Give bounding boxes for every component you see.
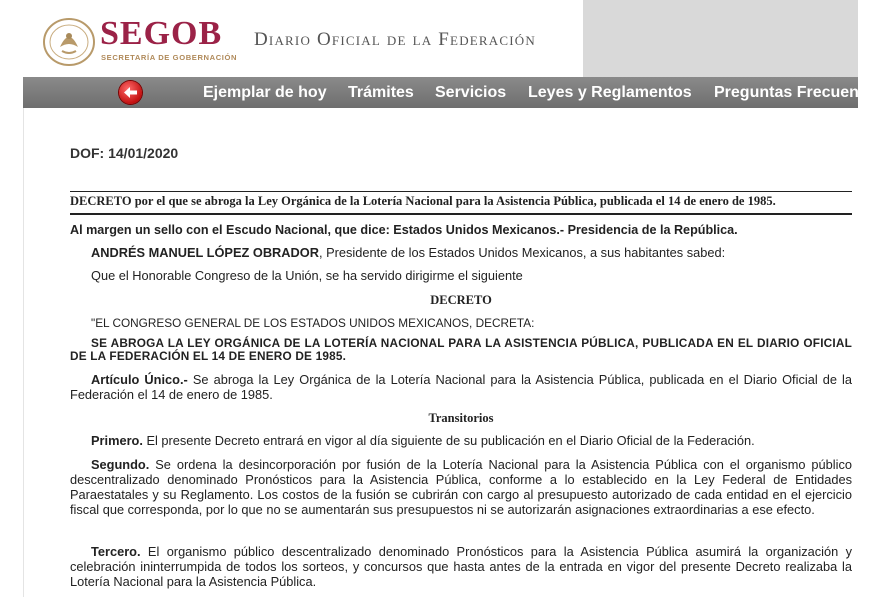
president-name: ANDRÉS MANUEL LÓPEZ OBRADOR: [91, 245, 319, 260]
left-margin: [0, 108, 24, 597]
transitorio-tercero: [70, 544, 852, 589]
primero-text: El presente Decreto entrará en vigor al día siguiente de su publicación en el Diario Oficial de la Federación.: [142, 433, 755, 448]
congress-decree: "EL CONGRESO GENERAL DE LOS ESTADOS UNIDOS MEXICANOS, DECRETA:: [91, 316, 535, 330]
abroga-statement: SE ABROGA LA LEY ORGÁNICA DE LA LOTERÍA NACIONAL PARA LA ASISTENCIA PÚBLICA, PUBLICADA EN EL DIARIO OFICIAL DE LA FEDERACIÓN EL 14 DE ENERO DE 1985.: [70, 336, 852, 363]
segundo-text: Se ordena la desincorporación por fusión de la Lotería Nacional para la Asistencia Pública con el organismo público descentralizado denominado Pronósticos para la Asistencia Pública, conforme a lo establecido en la Ley Federal de Entidades Paraestatales y su Reglamento. Los costos de la fusión se cubrirán con cargo al presupuesto autorizado de cada entidad en el ejercicio fiscal que corresponda, por lo que no se aumentarán sus presupuestos ni se autorizarán asignaciones extraordinarias a ese efecto.: [70, 457, 852, 517]
seal-note: Al margen un sello con el Escudo Nacional, que dice: Estados Unidos Mexicanos.- Presidencia de la República.: [70, 223, 738, 237]
decree-title: DECRETO por el que se abroga la Ley Orgánica de la Lotería Nacional para la Asistencia Pública, publicada el 14 de enero de 1985.: [70, 191, 852, 215]
articulo-unico: [70, 372, 852, 402]
president-paragraph: [91, 245, 853, 260]
dof-date: DOF: 14/01/2020: [70, 145, 179, 161]
president-rest: , Presidente de los Estados Unidos Mexicanos, a sus habitantes sabed:: [318, 245, 726, 260]
nav-servicios[interactable]: Servicios: [435, 84, 507, 101]
national-seal-icon: [42, 17, 96, 67]
decreto-heading: DECRETO: [430, 293, 492, 307]
nav-leyes-y-reglamentos[interactable]: Leyes y Reglamentos: [528, 84, 692, 101]
site-header: [0, 0, 858, 77]
transitorio-segundo: [70, 457, 852, 517]
transitorio-primero: [91, 433, 853, 448]
articulo-label: Artículo Único.-: [91, 372, 188, 387]
congress-line: Que el Honorable Congreso de la Unión, se ha servido dirigirme el siguiente: [91, 268, 523, 283]
segob-logo[interactable]: SEGOB: [100, 15, 223, 52]
primero-label: Primero.: [91, 433, 143, 448]
articulo-text: Se abroga la Ley Orgánica de la Lotería Nacional para la Asistencia Pública, publicada en el Diario Oficial de la Federación el 14 de enero de 1985.: [70, 372, 853, 402]
segundo-label: Segundo.: [91, 457, 150, 472]
header-banner: [583, 0, 858, 77]
main-navbar: [23, 77, 882, 108]
nav-preguntas-frecuentes[interactable]: Preguntas Frecuentes: [714, 84, 882, 101]
transitorios-heading: Transitorios: [428, 411, 494, 425]
segob-subtitle: SECRETARÍA DE GOBERNACIÓN: [101, 53, 238, 62]
back-button[interactable]: [119, 81, 142, 104]
back-arrow-icon: [123, 86, 138, 99]
nav-ejemplar-de-hoy[interactable]: Ejemplar de hoy: [203, 84, 327, 101]
nav-tramites[interactable]: Trámites: [348, 84, 414, 101]
tercero-text: El organismo público descentralizado denominado Pronósticos para la Asistencia Pública asumirá la organización y celebración ininterrumpida de todos los sorteos, y concursos que hasta antes de la entrada en vigor del presente Decreto realizaba la Lotería Nacional para la Asistencia Pública.: [70, 544, 852, 589]
site-title: Diario Oficial de la Federación: [254, 29, 536, 50]
tercero-label: Tercero.: [91, 544, 141, 559]
